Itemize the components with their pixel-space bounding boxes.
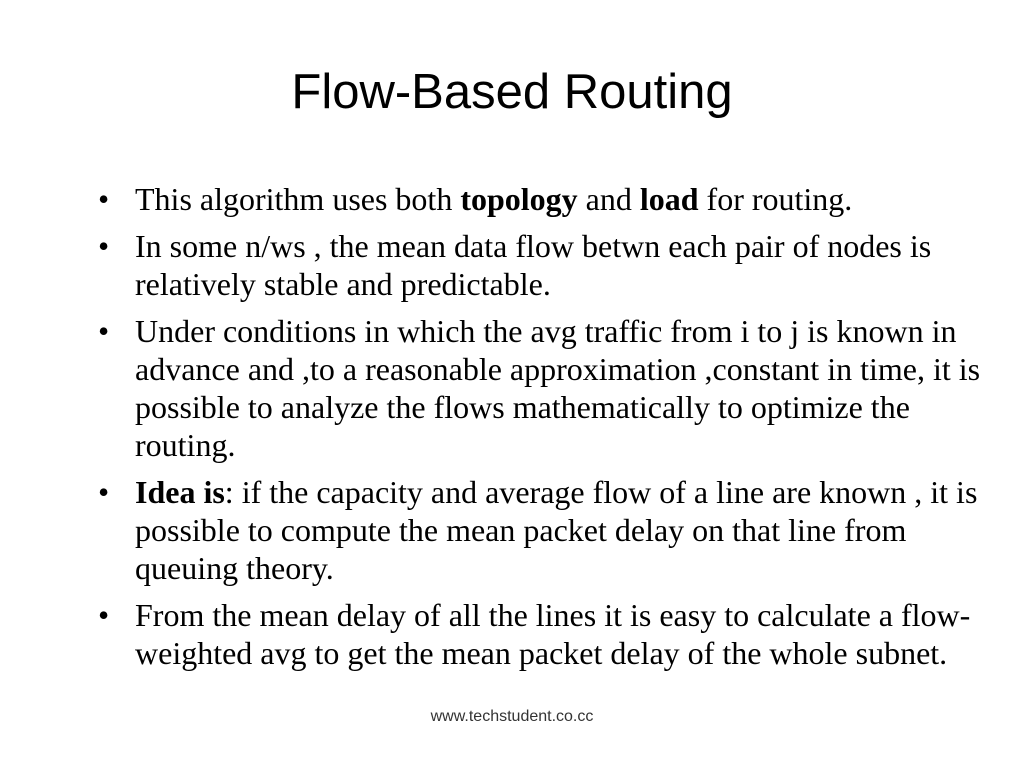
bullet-item (98, 473, 993, 587)
bullet-item (98, 596, 993, 672)
bullet-dot-icon: • (98, 228, 110, 264)
bullet-dot-icon: • (98, 597, 110, 633)
bullet-text-run: and (577, 181, 640, 217)
bullet-text (135, 597, 970, 671)
bullet-text (135, 313, 980, 463)
bullet-item (98, 227, 993, 303)
bullet-text (135, 181, 852, 217)
bullet-text-run: for routing. (698, 181, 853, 217)
bullet-bold-term: load (639, 181, 699, 217)
bullet-text-run: In some n/ws , the mean data flow betwn each pair of nodes is relatively stable and predictable. (135, 228, 932, 302)
bullet-bold-term: topology (460, 181, 578, 217)
bullet-text (135, 474, 977, 586)
bullet-text (135, 228, 931, 302)
bullet-dot-icon: • (98, 181, 110, 217)
bullet-bold-term: Idea is (135, 474, 225, 510)
bullet-item (98, 180, 993, 218)
bullet-dot-icon: • (98, 313, 110, 349)
footer-url: www.techstudent.co.cc (430, 708, 594, 725)
bullet-list (98, 180, 993, 681)
bullet-text-run: This algorithm uses both (135, 181, 461, 217)
bullet-text-run: From the mean delay of all the lines it is easy to calculate a flow-weighted avg to get the mean packet delay of the whole subnet. (135, 597, 971, 671)
bullet-item (98, 312, 993, 464)
bullet-text-run: : if the capacity and average flow of a line are known , it is possible to compute the mean packet delay on that line from queuing theory. (135, 474, 978, 586)
bullet-dot-icon: • (98, 474, 110, 510)
slide-title: Flow-Based Routing (291, 65, 733, 119)
bullet-text-run: Under conditions in which the avg traffic from i to j is known in advance and ,to a reasonable approximation ,constant in time, it is possible to analyze the flows mathematically to optimize the routing. (135, 313, 981, 463)
